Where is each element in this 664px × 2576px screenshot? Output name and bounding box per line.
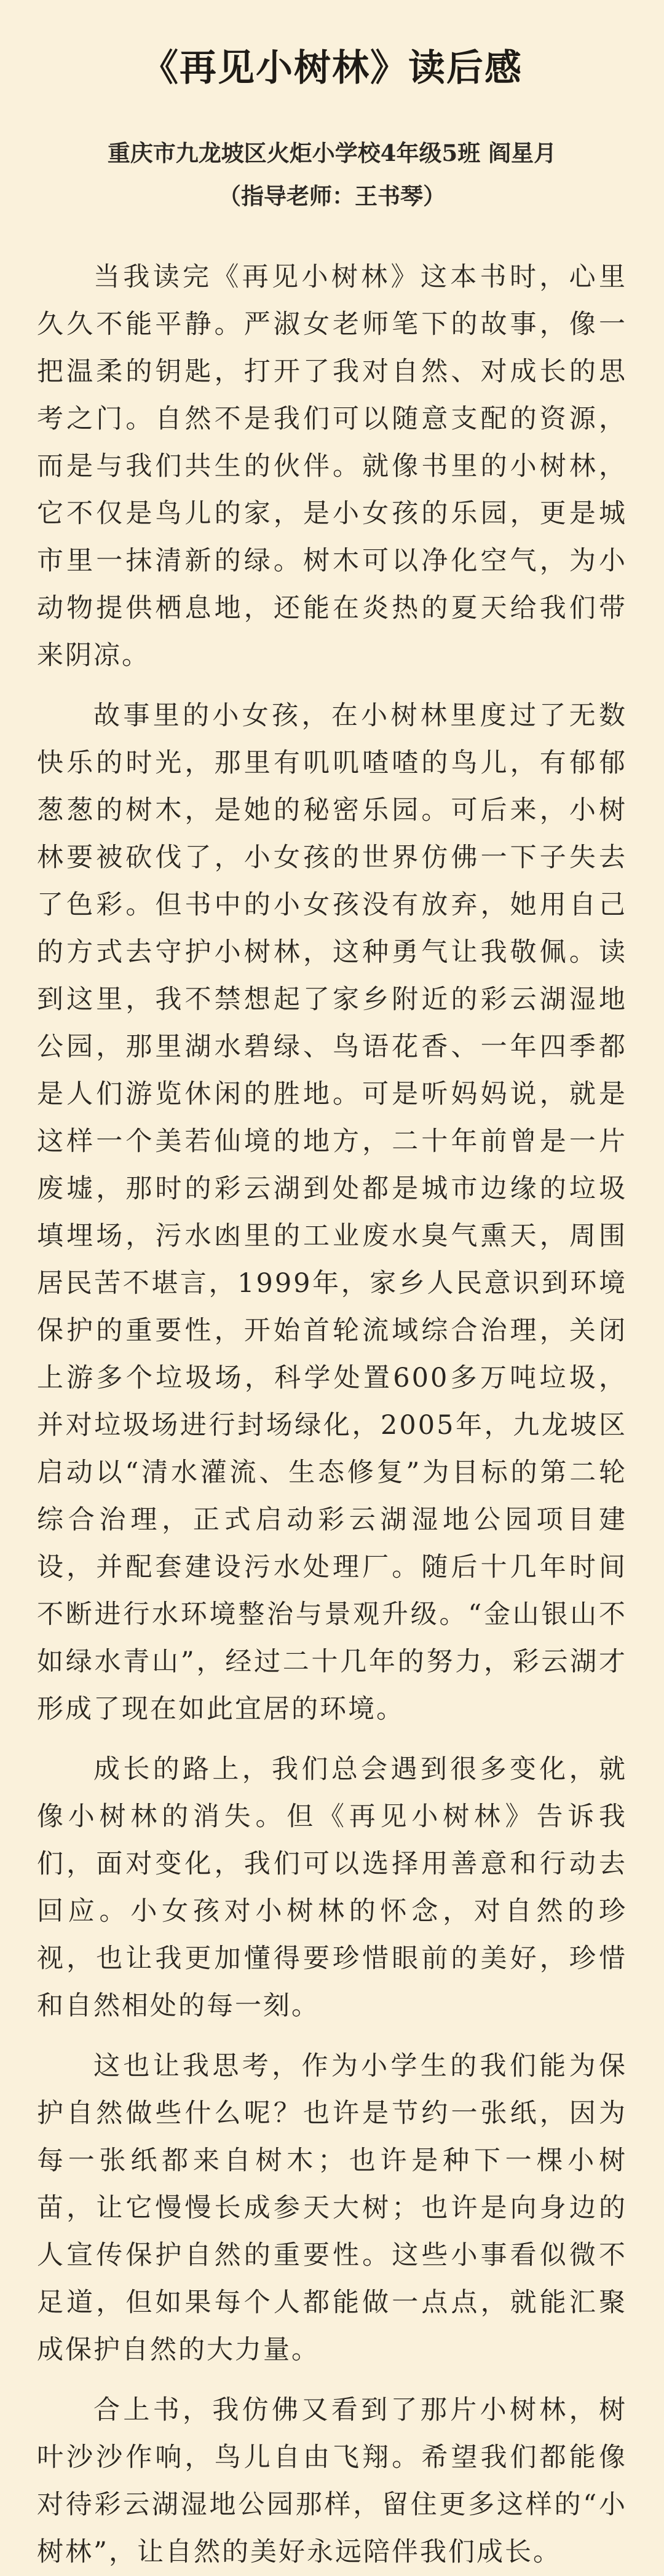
advisor-line: （指导老师：王书琴）: [218, 182, 446, 210]
paragraph-1: 当我读完《再见小树林》这本书时，心里久久不能平静。严淑女老师笔下的故事，像一把温柔的钥匙，打开了我对自然、对成长的思考之门。自然不是我们可以随意支配的资源，而是与我们共生的伙伴。就像书里的小树林，它不仅是鸟儿的家，是小女孩的乐园，更是城市里一抹清新的绿。树木可以净化空气，为小动物提供栖息地，还能在炎热的夏天给我们带来阴凉。: [37, 262, 627, 671]
paragraph-4: 这也让我思考，作为小学生的我们能为保护自然做些什么呢？也许是节约一张纸，因为每一张纸都来自树木；也许是种下一棵小树苗，让它慢慢长成参天大树；也许是向身边的人宣传保护自然的重要性。这些小事看似微不足道，但如果每个人都能做一点点，就能汇聚成保护自然的大力量。: [37, 2051, 627, 2366]
paragraph-3: 成长的路上，我们总会遇到很多变化，就像小树林的消失。但《再见小树林》告诉我们，面对变化，我们可以选择用善意和行动去回应。小女孩对小树林的怀念，对自然的珍视，也让我更加懂得要珍惜眼前的美好，珍惜和自然相处的每一刻。: [37, 1754, 627, 2022]
article-body: [37, 254, 627, 2576]
paragraph-2: 故事里的小女孩，在小树林里度过了无数快乐的时光，那里有叽叽喳喳的鸟儿，有郁郁葱葱的树木，是她的秘密乐园。可后来，小树林要被砍伐了，小女孩的世界仿佛一下子失去了色彩。但书中的小女孩没有放弃，她用自己的方式去守护小树林，这种勇气让我敬佩。读到这里，我不禁想起了家乡附近的彩云湖湿地公园，那里湖水碧绿、鸟语花香、一年四季都是人们游览休闲的胜地。可是听妈妈说，就是这样一个美若仙境的地方，二十年前曾是一片废墟，那时的彩云湖到处都是城市边缘的垃圾填埋场，污水凼里的工业废水臭气熏天，周围居民苦不堪言，1999年，家乡人民意识到环境保护的重要性，开始首轮流域综合治理，关闭上游多个垃圾场，科学处置600多万吨垃圾，并对垃圾场进行封场绿化，2005年，九龙坡区启动以“清水灌流、生态修复”为目标的第二轮综合治理，正式启动彩云湖湿地公园项目建设，并配套建设污水处理厂。随后十几年时间不断进行水环境整治与景观升级。“金山银山不如绿水青山”，经过二十几年的努力，彩云湖才形成了现在如此宜居的环境。: [37, 700, 627, 1725]
article-title: 《再见小树林》读后感: [141, 47, 523, 90]
paragraph-5: 合上书，我仿佛又看到了那片小树林，树叶沙沙作响，鸟儿自由飞翔。希望我们都能像对待彩云湖湿地公园那样，留住更多这样的“小树林”，让自然的美好永远陪伴我们成长。: [37, 2395, 627, 2568]
author-line: 重庆市九龙坡区火炬小学校4年级5班 阎星月: [107, 139, 557, 166]
